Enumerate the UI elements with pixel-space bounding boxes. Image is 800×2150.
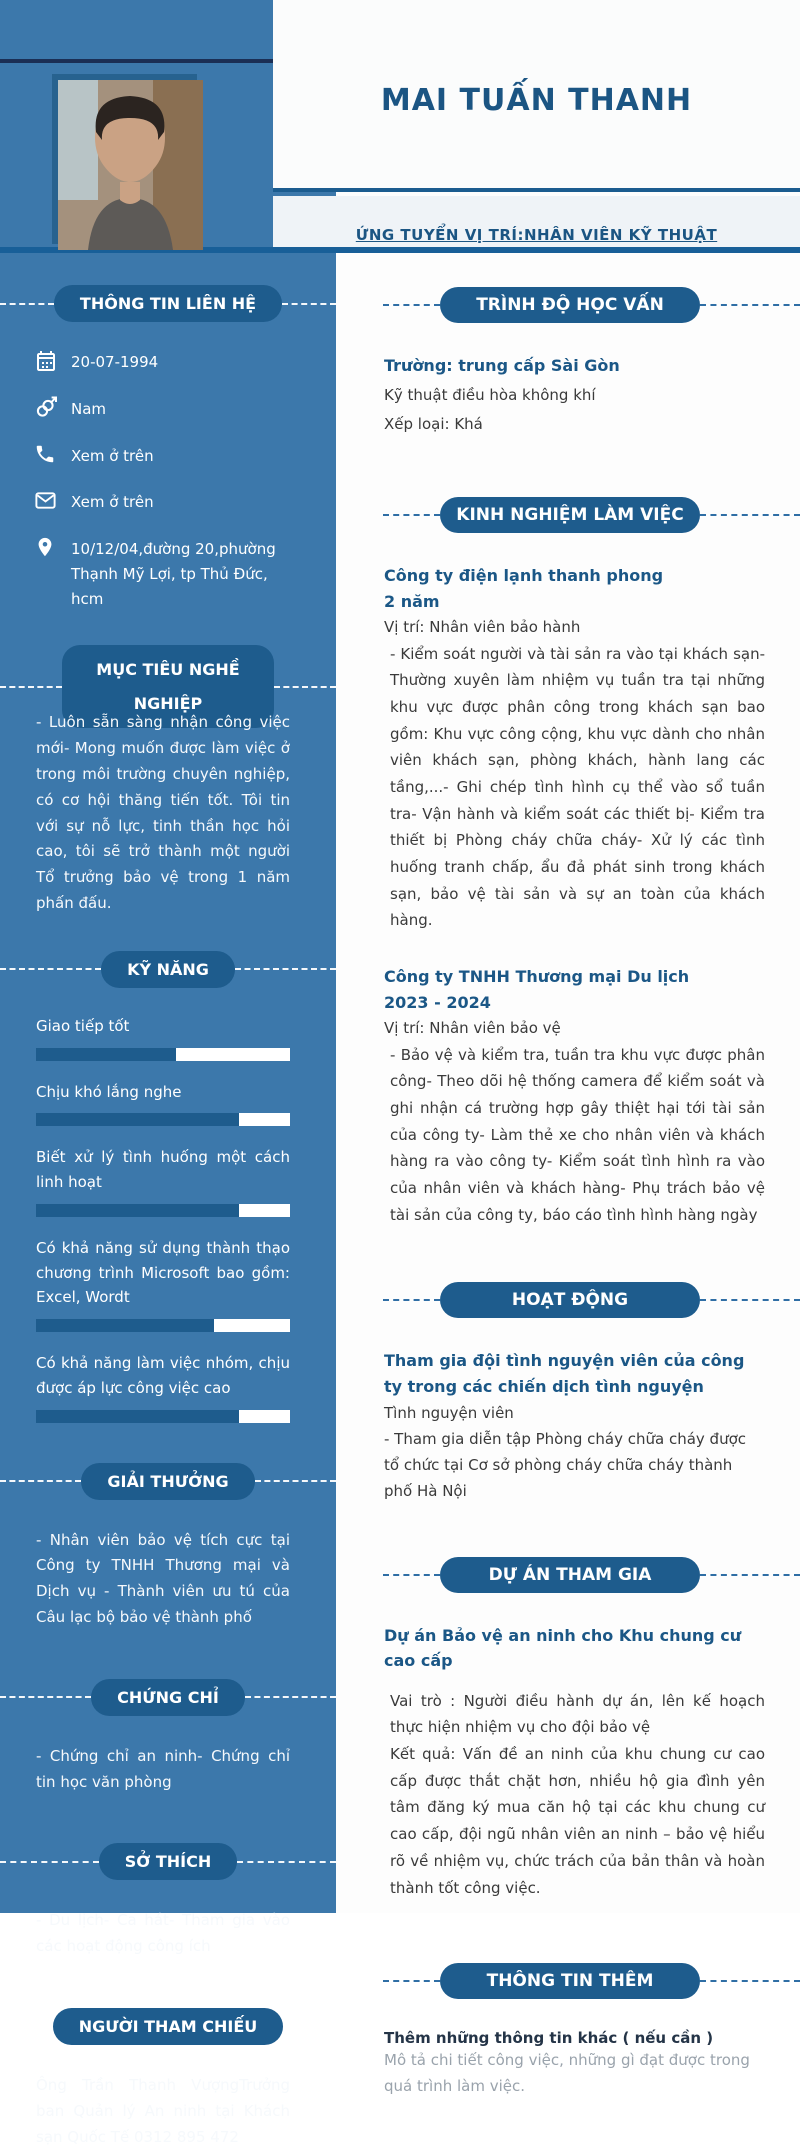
- additional-section-header: [383, 1963, 800, 1999]
- main-column: [336, 253, 800, 2100]
- project-name: Dự án Bảo vệ an ninh cho Khu chung cư cao cấp: [384, 1625, 742, 1671]
- activities-section-header: [383, 1282, 800, 1318]
- hobbies-section-title: SỞ THÍCH: [99, 1843, 237, 1880]
- skill-label: Có khả năng làm việc nhóm, chịu được áp lực công việc cao: [36, 1354, 290, 1397]
- objective-text: - Luôn sẵn sàng nhận công việc mới- Mong muốn được làm việc ở trong môi trường chuyên nghiệp, có cơ hội thăng tiến tốt. Tôi tin với sự nỗ lực, tinh thần học hỏi cao, tôi sẽ trở thành một người Tổ trưởng bảo vệ trong 1 năm phấn đấu.: [36, 713, 290, 913]
- profile-photo: [58, 80, 203, 250]
- contact-list: [0, 348, 336, 611]
- dashed-line: [383, 304, 440, 306]
- dashed-line: [700, 1980, 800, 1982]
- contact-item-address: [34, 535, 296, 611]
- skill-progress-track: [36, 1319, 290, 1332]
- awards-text: - Nhân viên bảo vệ tích cực tại Công ty TNHH Thương mại và Dịch vụ - Thành viên ưu tú của Câu lạc bộ bảo vệ thành phố: [36, 1530, 290, 1626]
- contact-item-birthdate: [34, 348, 296, 375]
- skill-progress-track: [36, 1113, 290, 1126]
- contact-item-gender: [34, 395, 296, 422]
- education-block: [336, 353, 800, 437]
- skill-item: [0, 1236, 336, 1332]
- job-description: - Bảo vệ và kiểm tra, tuần tra khu vực được phân công- Theo dõi hệ thống camera để kiểm soát và ghi nhận cá trường hợp gây thiệt hại tới tài sản của công ty- Làm thẻ xe cho nhân viên và khách hàng ra vào công ty- Kiểm soát tình hình ra vào của nhân viên và khách hàng- Phụ trách bảo vệ tài sản của công ty, báo cáo tình hình hàng ngày: [390, 1045, 765, 1224]
- applied-position: ỨNG TUYỂN VỊ TRÍ:NHÂN VIÊN KỸ THUẬT: [355, 226, 718, 244]
- skill-item: [0, 1080, 336, 1127]
- phone-icon: [34, 443, 58, 467]
- dashed-line: [235, 968, 336, 970]
- activity-role: Tình nguyện viên: [384, 1403, 514, 1422]
- activity-description: - Tham gia diễn tập Phòng cháy chữa cháy được tổ chức tại Cơ sở phòng cháy chữa cháy thành phố Hà Nội: [384, 1429, 747, 1501]
- project-role: Vai trò : Người điều hành dự án, lên kế hoạch thực hiện nhiệm vụ cho đội bảo vệ: [390, 1691, 765, 1737]
- email-icon: [34, 489, 58, 513]
- skill-label: Biết xử lý tình huống một cách linh hoạt: [36, 1148, 290, 1192]
- additional-heading: Thêm những thông tin khác ( nếu cần ): [384, 2029, 714, 2048]
- job-company: Công ty TNHH Thương mại Du lịch: [384, 967, 690, 987]
- additional-section-title: THÔNG TIN THÊM: [440, 1963, 700, 1999]
- project-block: [336, 1623, 800, 1902]
- candidate-name: MAI TUẤN THANH: [380, 82, 693, 118]
- job-entry: [336, 563, 800, 934]
- dashed-line: [255, 1480, 336, 1482]
- gender-icon: [34, 396, 58, 420]
- hobbies-section-header: [0, 1843, 336, 1880]
- header-subtitle-band: [273, 196, 800, 247]
- education-section-title: TRÌNH ĐỘ HỌC VẤN: [440, 287, 700, 323]
- job-period: 2 năm: [384, 591, 440, 611]
- dashed-line: [0, 968, 101, 970]
- header: [273, 0, 800, 192]
- education-major: Kỹ thuật điều hòa không khí: [384, 385, 596, 404]
- education-section-header: [383, 287, 800, 323]
- contact-item-email: [34, 488, 296, 515]
- address-value: 10/12/04,đường 20,phường Thạnh Mỹ Lợi, tp Thủ Đức, hcm: [71, 540, 276, 608]
- activity-block: [336, 1348, 800, 1504]
- certificates-text: - Chứng chỉ an ninh- Chứng chỉ tin học văn phòng: [36, 1746, 290, 1791]
- skills-section-title: KỸ NĂNG: [101, 951, 235, 988]
- education-grade: Xếp loại: Khá: [384, 414, 483, 433]
- dashed-line: [0, 1861, 99, 1863]
- skill-progress-track: [36, 1048, 290, 1061]
- job-company: Công ty điện lạnh thanh phong: [384, 566, 664, 586]
- skill-progress-track: [36, 1410, 290, 1423]
- dashed-line: [282, 303, 336, 305]
- projects-section-header: [383, 1557, 800, 1593]
- skill-item: [0, 1014, 336, 1061]
- skill-progress-fill: [36, 1410, 239, 1423]
- location-icon: [34, 536, 58, 560]
- dashed-line: [0, 1480, 81, 1482]
- dashed-line: [237, 1861, 336, 1863]
- skill-label: Giao tiếp tốt: [36, 1016, 130, 1035]
- dashed-line: [700, 1574, 800, 1576]
- additional-block: [336, 2029, 800, 2100]
- hobbies-text: - Du lịch- Ca hát- Tham gia vào các hoạt động công ích: [36, 1911, 290, 1956]
- dashed-line: [383, 514, 440, 516]
- certificates-section-header: [0, 1679, 336, 1716]
- phone-value: Xem ở trên: [71, 446, 154, 465]
- experience-section-header: [383, 497, 800, 533]
- contact-section-header: [0, 285, 336, 322]
- email-value: Xem ở trên: [71, 493, 154, 512]
- gender-value: Nam: [71, 399, 107, 418]
- skill-label: Có khả năng sử dụng thành thạo chương trình Microsoft bao gồm: Excel, Wordt: [36, 1238, 290, 1307]
- activities-section-title: HOẠT ĐỘNG: [440, 1282, 700, 1318]
- dashed-line: [283, 2025, 336, 2027]
- dashed-line: [700, 304, 800, 306]
- skill-item: [0, 1351, 336, 1423]
- awards-section-title: GIẢI THƯỞNG: [81, 1463, 254, 1500]
- dashed-line: [383, 1299, 440, 1301]
- job-position: Vị trí: Nhân viên bảo hành: [384, 618, 581, 637]
- skill-item: [0, 1145, 336, 1217]
- skill-progress-track: [36, 1204, 290, 1217]
- header-left-divider: [0, 59, 273, 63]
- skill-label: Chịu khó lắng nghe: [36, 1082, 182, 1101]
- dashed-line: [700, 514, 800, 516]
- skills-list: [0, 1014, 336, 1423]
- projects-section-title: DỰ ÁN THAM GIA: [440, 1557, 700, 1593]
- skill-progress-fill: [36, 1204, 239, 1217]
- awards-section-header: [0, 1463, 336, 1500]
- dashed-line: [0, 1696, 91, 1698]
- skills-section-header: [0, 951, 336, 988]
- contact-item-phone: [34, 442, 296, 469]
- dashed-line: [274, 686, 336, 688]
- job-entry: [336, 964, 800, 1228]
- job-description: - Kiểm soát người và tài sản ra vào tại khách sạn- Thường xuyên làm nhiệm vụ tuần tra tại những khu vực được phân công trong khách sạn bao gồm: Khu vực công cộng, khu vực dành cho nhân viên khách sạn, phòng khách, hành lang các tầng,...- Ghi chép tình hình cụ thể vào sổ tuần tra- Vận hành và kiểm soát các thiết bị- Kiểm tra thiết bị Phòng cháy chữa cháy- Xử lý các tình huống tranh chấp, ẩu đả phát sinh trong khách sạn, bảo vệ tài sản và sự an toàn của khách hàng.: [390, 644, 765, 930]
- certificates-section-title: CHỨNG CHỈ: [91, 1679, 245, 1716]
- references-section-header: [0, 2008, 336, 2045]
- objective-section-title: MỤC TIÊU NGHỀ NGHIỆP: [62, 645, 274, 728]
- references-text: Ông Trần Thanh VượngTrưởng ban Quản lý An ninh tại Khách sạn Quốc Tế 0312 895 472: [36, 2075, 290, 2146]
- contact-section-title: THÔNG TIN LIÊN HỆ: [54, 285, 282, 322]
- skill-progress-fill: [36, 1113, 239, 1126]
- sidebar: [0, 253, 336, 2150]
- project-result: Kết quả: Vấn đề an ninh của khu chung cư cao cấp được thắt chặt hơn, nhiều hộ gia đình yên tâm đăng ký mua căn hộ tại các khu chung cư cao cấp, đội ngũ nhân viên an ninh – bảo vệ hiểu rõ về nhiệm vụ, chức trách của bản thân và hoàn thành tốt công việc.: [390, 1745, 765, 1897]
- references-section-title: NGƯỜI THAM CHIẾU: [53, 2008, 284, 2045]
- job-period: 2023 - 2024: [384, 992, 491, 1012]
- dashed-line: [383, 1574, 440, 1576]
- additional-placeholder: Mô tả chi tiết công việc, những gì đạt được trong quá trình làm việc.: [384, 2051, 750, 2096]
- birthdate-value: 20-07-1994: [71, 353, 159, 371]
- skill-progress-fill: [36, 1048, 176, 1061]
- experience-section-title: KINH NGHIỆM LÀM VIỆC: [440, 497, 700, 533]
- dashed-line: [0, 2025, 53, 2027]
- dashed-line: [0, 303, 54, 305]
- calendar-icon: [34, 349, 58, 373]
- dashed-line: [383, 1980, 440, 1982]
- dashed-line: [700, 1299, 800, 1301]
- skill-progress-fill: [36, 1319, 214, 1332]
- job-position: Vị trí: Nhân viên bảo vệ: [384, 1019, 561, 1038]
- activity-name: Tham gia đội tình nguyện viên của công ty trong các chiến dịch tình nguyện: [384, 1351, 745, 1396]
- education-school: Trường: trung cấp Sài Gòn: [384, 356, 620, 375]
- dashed-line: [245, 1696, 336, 1698]
- dashed-line: [0, 686, 62, 688]
